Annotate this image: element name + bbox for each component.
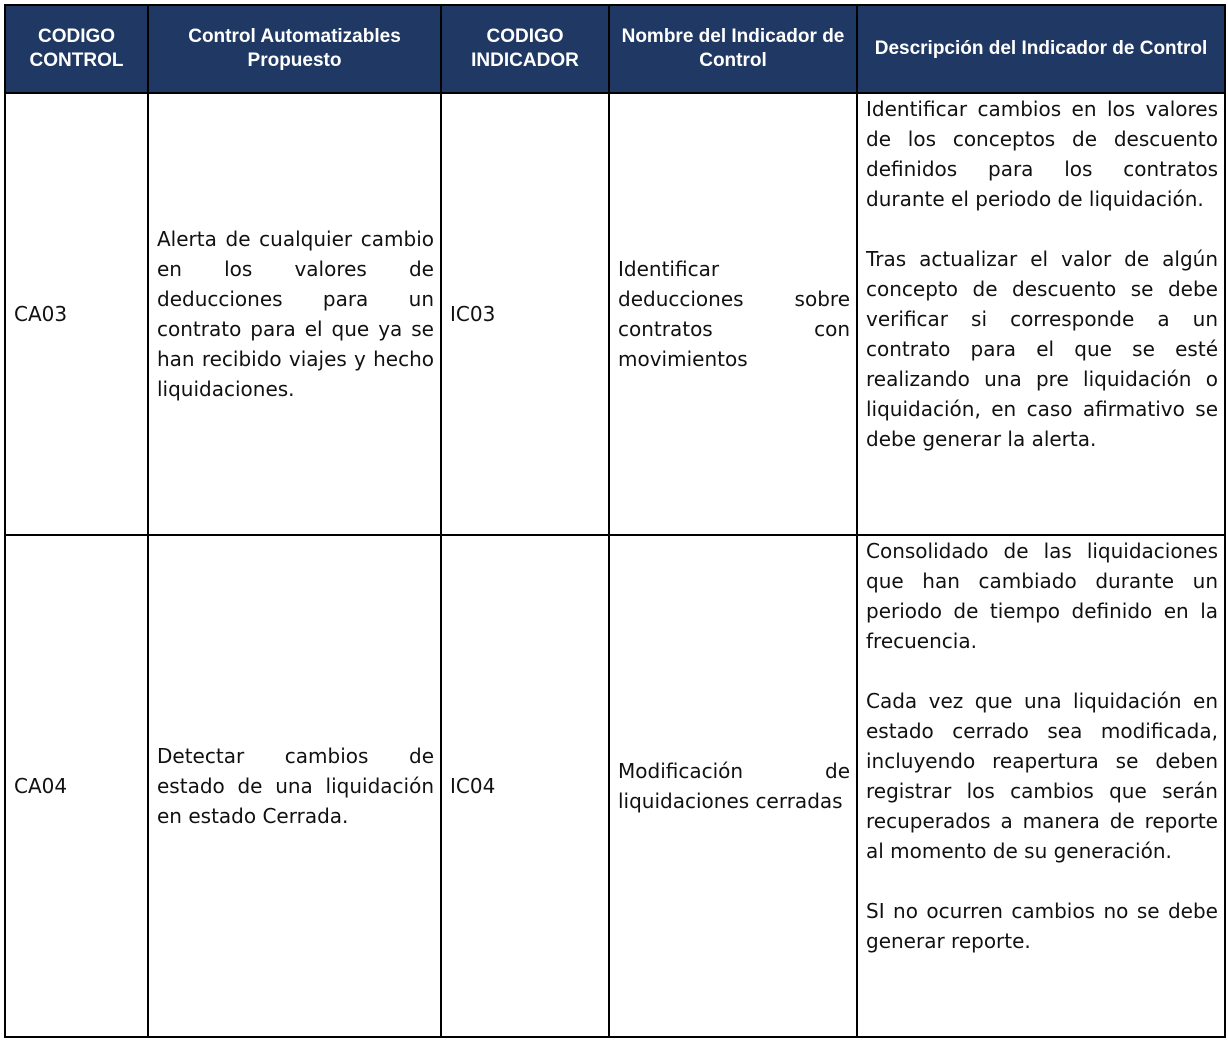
header-descripcion-indicador: Descripción del Indicador de Control	[857, 5, 1225, 93]
description-paragraph: Identificar cambios en los valores de los conceptos de descuento definidos para los contratos durante el periodo de liquidación.	[866, 97, 1218, 211]
cell-control: Alerta de cualquier cambio en los valores de deducciones para un contrato para el que ya se han recibido viajes y hecho liquidaciones.	[148, 93, 441, 535]
cell-codigo-indicador: IC03	[441, 93, 609, 535]
cell-codigo-control: CA04	[5, 535, 148, 1037]
cell-descripcion	[857, 535, 1225, 1037]
description-paragraph: Consolidado de las liquidaciones que han cambiado durante un periodo de tiempo definido en la frecuencia.	[866, 539, 1218, 653]
table-row	[5, 535, 1225, 1037]
cell-nombre-indicador: Modificación de liquidaciones cerradas	[609, 535, 857, 1037]
description-paragraph: Cada vez que una liquidación en estado cerrado sea modificada, incluyendo reapertura se deben registrar los cambios que serán recuperados a manera de reporte al momento de su generación.	[866, 689, 1218, 863]
control-indicators-table	[4, 4, 1226, 1038]
table-row	[5, 93, 1225, 535]
description-paragraph: SI no ocurren cambios no se debe generar reporte.	[866, 899, 1218, 953]
cell-nombre-indicador: Identificar deducciones sobre contratos con movimientos	[609, 93, 857, 535]
header-control-propuesto: Control Automatizables Propuesto	[148, 5, 441, 93]
header-row	[5, 5, 1225, 93]
cell-control: Detectar cambios de estado de una liquidación en estado Cerrada.	[148, 535, 441, 1037]
header-codigo-control: CODIGO CONTROL	[5, 5, 148, 93]
cell-codigo-control: CA03	[5, 93, 148, 535]
description-paragraph: Tras actualizar el valor de algún concepto de descuento se debe verificar si corresponde a un contrato para el que se esté realizando una pre liquidación o liquidación, en caso afirmativo se debe generar la alerta.	[866, 247, 1218, 451]
cell-codigo-indicador: IC04	[441, 535, 609, 1037]
header-nombre-indicador: Nombre del Indicador de Control	[609, 5, 857, 93]
cell-descripcion	[857, 93, 1225, 535]
header-codigo-indicador: CODIGO INDICADOR	[441, 5, 609, 93]
